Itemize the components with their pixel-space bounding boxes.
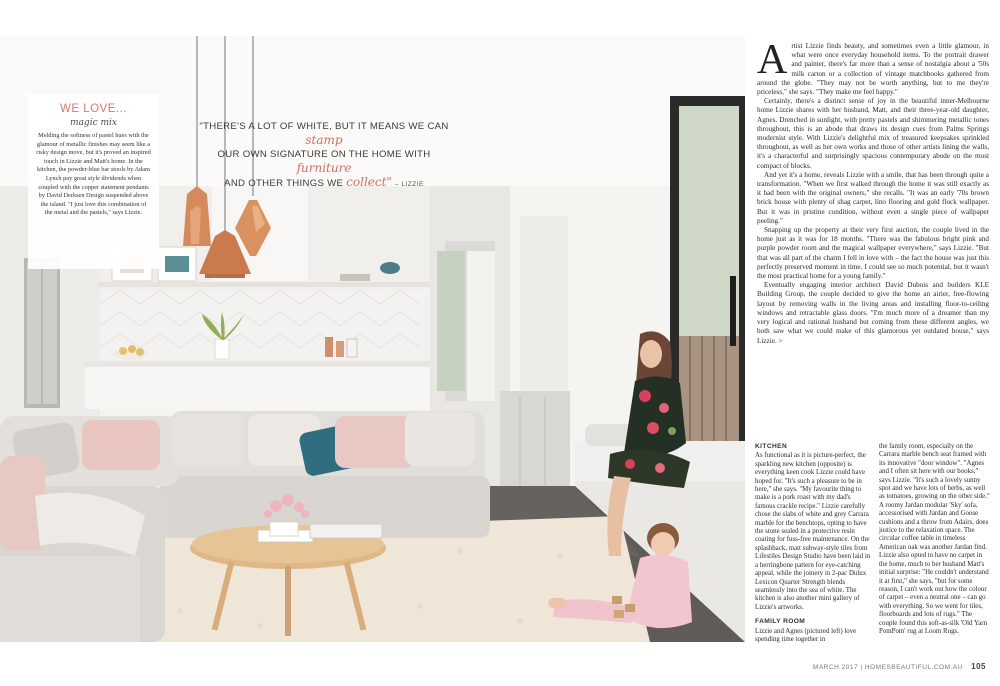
- we-love-subtitle: magic mix: [70, 118, 117, 128]
- article-paragraph: Certainly, there's a distinct sense of joy in the beautiful inner-Melbourne home Lizzie shares with her husband, Matt, and their three-year-old daughter, Agnes. Drenched in sunlight, with pretty pastels and shimmering metallic tones throughout, this is an abode that draws its design cues from Palms Springs modernist style. With Lizzie's delightful mix of treasured keepsakes sprinkled throughout, as well as her own works and those of other artists lining the walls, it's a characterful and surprisingly spacious contemporary abode on the most compact of blocks.: [757, 97, 989, 170]
- article-paragraph: Snapping up the property at their very first auction, the couple lived in the home just as it was for 18 months. "There was the fabulous bright pink and purple powder room and the magical wallpaper everywhere," says Lizzie. "But that was all part of the charm I fell in love with – the fact the house was just this perfectly preserved moment in time. I could see so much potential, but it wasn't the most practical home for a young family.": [757, 226, 989, 281]
- article-paragraph: And yet it's a home, reveals Lizzie with a smile, that has been through quite a transformation. "When we first walked through the home it was still exactly as it had been with the original owners," she recalls. "It was an early '70s brown brick house with plenty of shag carpet, lino flooring and gold flock wallpaper. But it was in pristine condition, without even a single piece of wallpaper peeling.": [757, 170, 989, 225]
- kitchen-column: [755, 443, 872, 644]
- quote-line-1: "THERE'S A LOT OF WHITE, BUT IT MEANS WE CAN: [199, 121, 449, 132]
- we-love-title: WE LOVE...: [60, 103, 127, 115]
- quote-credit: – LIZZIE: [394, 181, 424, 188]
- kitchen-body: As functional as it is picture-perfect, the sparkling new kitchen (opposite) is everything keen cook Lizzie could have hoped for. "It's such a pleasure to be in here," she says. "My favourite thing to make is a pork roast with my dad's famous crackle recipe." Lizzie carefully chose the slabs of white and grey Carrara marble for the benchtops, opting to have the stone sealed in a protective resin coating for fuss-free maintenance. On the splashback, matt subway-style tiles from Lifestiles Design Studio have been laid in a herringbone pattern for eye-catching appeal, while the joinery in 2-pac Dulux Lexicon Quarter Strength blends seamlessly into the sea of white. The kitchen is also another mini gallery of Lizzie's artworks.: [755, 452, 871, 611]
- family-room-continued: the family room, especially on the Carrara marble bench seat framed with its innovative "door window". "Agnes and I often sit here with our books," says Lizzie. "It's such a lovely sunny spot and we have lots of herbs, as well as tomatoes, growing on the other side." A roomy Jardan modular 'Sky' sofa, accessorised with Jardan and Goose cushions and a throw from Adairs, does justice to the relaxation space. The circular coffee table in timeless American oak was another Jardan find. Lizzie also opted to have no carpet in the home, much to her husband Matt's initial surprise: "He couldn't understand it at first," she says, "but for some reason, I can't work out how the colour of carpet – even a neutral one – can go with everything. So we went for tiles, floorboards and lots of rugs." The couple found this soft-as-silk 'Old Yarn PomPom' rug at Loom Rugs.: [879, 443, 990, 635]
- quote-script-3: collect": [346, 175, 392, 189]
- cabinetry: [500, 391, 570, 491]
- page-number: 105: [971, 662, 986, 671]
- drop-cap: A: [757, 37, 788, 83]
- family-room-heading: FAMILY ROOM: [755, 618, 806, 626]
- quote-line-2: OUR OWN SIGNATURE ON THE HOME WITH: [217, 149, 431, 160]
- quote-script-2: furniture: [296, 160, 352, 175]
- kitchen-island: [85, 361, 440, 409]
- article-paragraph: rtist Lizzie finds beauty, and sometimes even a little glamour, in what were once everyday household items. To the portrait drawer and painter, there's far more than a sense of nostalgia about a '50s milk carton or a collection of vintage matchbooks gathered from around the globe. "They may not be worth anything, but to me they're priceless," she says. "They make me feel happy.": [757, 42, 989, 97]
- family-room-column: [879, 443, 990, 636]
- page-footer: [813, 662, 986, 671]
- bowl: [380, 262, 400, 274]
- kitchen-heading: KITCHEN: [755, 443, 788, 450]
- pull-quote: [190, 120, 458, 192]
- we-love-body: Melding the softness of pastel hues with the glamour of metallic finishes may seem like a risky design move, but it's proved an inspired touch in Lizzie and Matt's home. In the kitchen, the powder-blue bar stools by Adam Lynch pay great style dividends when coupled with the copper statement pendants by David Derksen Design suspended above the island. "I just love this combination of the metal and the pastels," says Lizzie.: [36, 132, 151, 217]
- shelf: [98, 282, 430, 287]
- quote-line-3: AND OTHER THINGS WE: [224, 178, 344, 189]
- issue-info: MARCH 2017 | HOMESBEAUTIFUL.COM.AU: [813, 664, 963, 671]
- we-love-box: [28, 94, 159, 269]
- main-article: [757, 37, 989, 346]
- quote-script-1: stamp: [305, 132, 343, 147]
- family-room-body: Lizzie and Agnes (pictured left) love spending time together in: [755, 627, 857, 643]
- pink-cushion: [82, 420, 160, 470]
- interior-photo: [0, 36, 745, 642]
- article-paragraph: Eventually engaging interior architect David Dubois and builders KLE Building Group, the couple decided to give the home an airier, free-flowing layout by removing walls in the living areas and installing floor-to-ceiling windows and retractable glass doors. "I'm much more of a dreamer than my very logical and rational husband but coming from these different angles, we both saw what we could make of this glamorous yet outdated house," says Lizzie. >: [757, 281, 989, 345]
- hall-door: [467, 251, 495, 401]
